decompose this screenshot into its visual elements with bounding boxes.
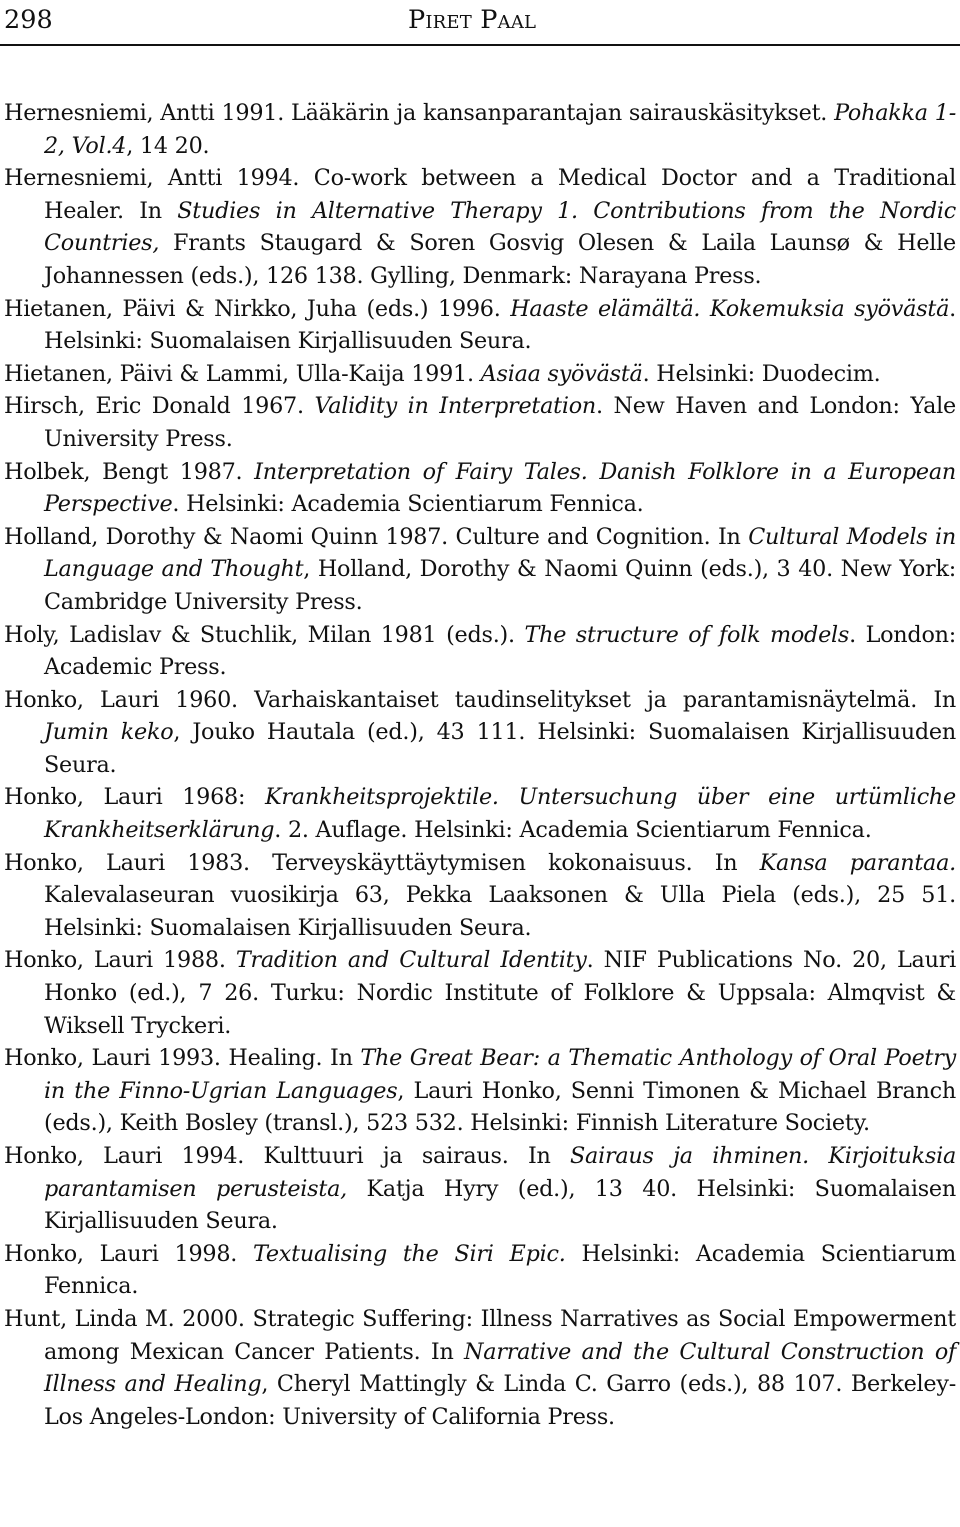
reference-text: . New Haven and London: Yale University Press. [44,393,956,452]
reference-entry [4,847,956,945]
reference-text: . Helsinki: Duodecim. [642,360,881,387]
reference-text: . Helsinki: Academia Scientiarum Fennica. [172,491,644,518]
reference-text: Hietanen, Päivi & Nirkko, Juha (eds.) 1996. [4,295,511,322]
reference-text: Hernesniemi, Antti 1994. Co-work between a Medical Doctor and a Traditional Healer. In [4,165,956,224]
reference-text: Hunt, Linda M. 2000. Strategic Suffering: Illness Narratives as Social Empowerment among Mexican Cancer Patients. In [4,1305,956,1365]
reference-text: Honko, Lauri 1994. Kulttuuri ja sairaus. In [4,1143,571,1169]
reference-entry [4,684,956,782]
reference-entry [4,162,956,292]
reference-title: Haaste elämältä. Kokemuksia syövästä [510,295,950,322]
reference-text: Honko, Lauri 1998. [4,1240,253,1267]
reference-title: Krankheitsprojektile. Untersuchung über eine urtümliche Krankheitserklärung [44,784,956,844]
reference-title: Cultural Models in Language and Thought [44,523,956,583]
reference-text: . NIF Publications No. 20, Lauri Honko (ed.), 7 26. Turku: Nordic Institute of Folklore & Uppsala: Almqvist & Wiksell Tryckeri. [44,947,956,1039]
reference-entry [4,521,956,619]
reference-entry [4,293,956,358]
reference-text: . 2. Auflage. Helsinki: Academia Scientiarum Fennica. [274,817,872,844]
page-number: 298 [4,5,53,35]
bibliography [4,97,956,1433]
reference-title: Textualising the Siri Epic. [252,1240,566,1267]
reference-text: Holland, Dorothy & Naomi Quinn 1987. Culture and Cognition. In [4,523,749,550]
reference-entry [4,1042,956,1140]
reference-text: Holy, Ladislav & Stuchlik, Milan 1981 (eds.). [4,621,525,648]
reference-entry [4,1303,956,1433]
running-head [4,2,954,38]
reference-text: Honko, Lauri 1968: [4,784,265,811]
reference-text: Honko, Lauri 1960. Varhaiskantaiset taudinselitykset ja parantamisnäytelmä. In [4,686,956,713]
reference-text: , Holland, Dorothy & Naomi Quinn (eds.), 3 40. New York: Cambridge University Press. [44,556,956,615]
reference-text: Hernesniemi, Antti 1991. Lääkärin ja kansanparantajan sairauskäsitykset. [4,100,835,126]
reference-title: Tradition and Cultural Identity [235,947,587,974]
header-rule [0,44,960,46]
reference-title: Kansa parantaa. [759,849,956,876]
reference-entry [4,619,956,684]
running-title: Piret Paal [408,5,537,35]
reference-text: Hietanen, Päivi & Lammi, Ulla-Kaija 1991. [4,360,481,387]
reference-title: Pohakka 1-2, Vol.4 [44,100,956,159]
reference-entry [4,390,956,455]
reference-entry [4,781,956,846]
reference-text: Honko, Lauri 1983. Terveyskäyttäytymisen kokonaisuus. In [4,849,760,876]
reference-entry [4,944,956,1042]
reference-entry [4,358,956,391]
reference-text: Helsinki: Academia Scientiarum Fennica. [44,1240,956,1300]
reference-text: , Lauri Honko, Senni Timonen & Michael Branch (eds.), Keith Bosley (transl.), 523 532. Helsinki: Finnish Literature Society. [44,1077,957,1137]
reference-text: , 14 20. [126,132,210,159]
reference-title: Asiaa syövästä [480,360,643,387]
reference-text: Kalevalaseuran vuosikirja 63, Pekka Laaksonen & Ulla Piela (eds.), 25 51. Helsinki: Suomalaisen Kirjallisuuden Seura. [44,882,956,941]
reference-title: Interpretation of Fairy Tales. Danish Folklore in a European Perspective [44,458,956,518]
reference-text: Honko, Lauri 1988. [4,947,236,974]
reference-text: , Jouko Hautala (ed.), 43 111. Helsinki: Suomalaisen Kirjallisuuden Seura. [44,719,956,778]
reference-text: Honko, Lauri 1993. Healing. In [4,1045,361,1072]
reference-text: . London: Academic Press. [44,621,956,681]
reference-entry [4,97,956,162]
reference-entry [4,456,956,521]
reference-text: Hirsch, Eric Donald 1967. [4,393,315,420]
reference-title: The structure of folk models [524,621,850,648]
reference-text: Katja Hyry (ed.), 13 40. Helsinki: Suomalaisen Kirjallisuuden Seura. [44,1175,956,1235]
reference-title: Narrative and the Cultural Construction of Illness and Healing [44,1338,956,1398]
reference-text: . Helsinki: Suomalaisen Kirjallisuuden Seura. [44,295,956,355]
reference-title: Studies in Alternative Therapy 1. Contributions from the Nordic Countries, [44,197,956,257]
reference-text: Holbek, Bengt 1987. [4,458,255,485]
reference-title: Jumin keko [44,719,174,746]
reference-title: Validity in Interpretation [314,393,597,420]
reference-text: Frants Staugard & Soren Gosvig Olesen & Laila Launsø & Helle Johannessen (eds.), 126 138. Gylling, Denmark: Narayana Press. [44,230,956,289]
reference-entry [4,1140,956,1238]
reference-text: , Cheryl Mattingly & Linda C. Garro (eds.), 88 107. Berkeley-Los Angeles-London: University of California Press. [44,1371,956,1430]
reference-entry [4,1238,956,1303]
reference-title: The Great Bear: a Thematic Anthology of Oral Poetry in the Finno-Ugrian Languages [44,1045,956,1104]
reference-title: Sairaus ja ihminen. Kirjoituksia parantamisen perusteista, [44,1143,956,1202]
